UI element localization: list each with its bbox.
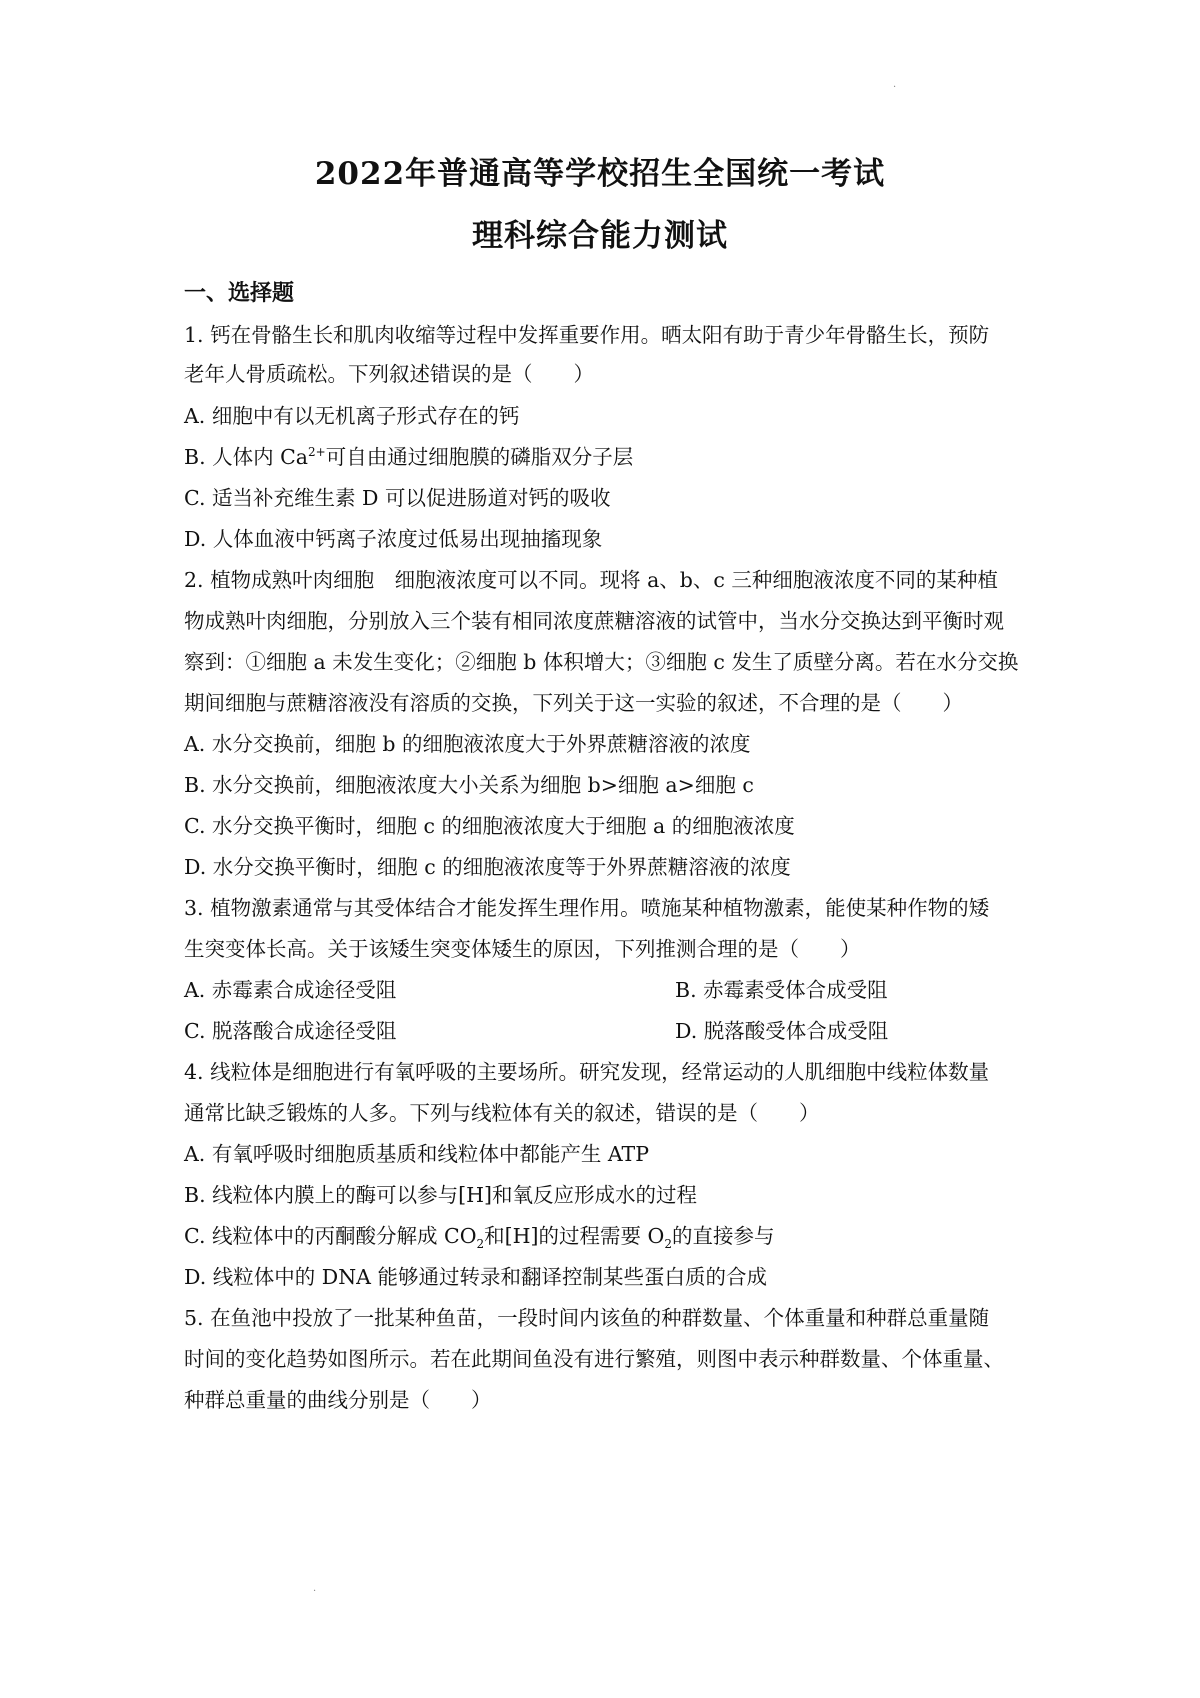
q4-option-c-post: 的直接参与	[671, 1224, 775, 1248]
scan-mark: ·	[313, 1586, 317, 1597]
q4-option-c-mid: 和[H]的过程需要 O	[484, 1224, 665, 1248]
q2-stem-line1: 2. 植物成熟叶肉细胞 细胞液浓度可以不同。现将 a、b、c 三种细胞液浓度不同的某种植	[184, 568, 998, 592]
q1-stem-line2: 老年人骨质疏松。下列叙述错误的是（ ）	[184, 362, 594, 386]
q1-option-a: A. 细胞中有以无机离子形式存在的钙	[184, 404, 520, 428]
q3-option-b: B. 赤霉素受体合成受阻	[675, 978, 888, 1002]
q5-stem-line1: 5. 在鱼池中投放了一批某种鱼苗，一段时间内该鱼的种群数量、个体重量和种群总重量随	[184, 1306, 990, 1330]
q1-stem-line1: 1. 钙在骨骼生长和肌肉收缩等过程中发挥重要作用。晒太阳有助于青少年骨骼生长，预防	[184, 323, 990, 347]
q4-option-a: A. 有氧呼吸时细胞质基质和线粒体中都能产生 ATP	[184, 1142, 650, 1166]
q5-stem-line2: 时间的变化趋势如图所示。若在此期间鱼没有进行繁殖，则图中表示种群数量、个体重量、	[184, 1347, 1004, 1371]
q4-option-c	[184, 1222, 774, 1250]
q3-stem-line2: 生突变体长高。关于该矮生突变体矮生的原因，下列推测合理的是（ ）	[184, 937, 861, 961]
q4-option-b: B. 线粒体内膜上的酶可以参与[H]和氧反应形成水的过程	[184, 1183, 697, 1207]
q4-stem-line1: 4. 线粒体是细胞进行有氧呼吸的主要场所。研究发现，经常运动的人肌细胞中线粒体数量	[184, 1060, 990, 1084]
q1-option-d: D. 人体血液中钙离子浓度过低易出现抽搐现象	[184, 527, 603, 551]
q2-option-c: C. 水分交换平衡时，细胞 c 的细胞液浓度大于细胞 a 的细胞液浓度	[184, 814, 795, 838]
exam-title: 2022年普通高等学校招生全国统一考试	[314, 156, 886, 192]
q3-option-a: A. 赤霉素合成途径受阻	[184, 978, 397, 1002]
q2-stem-line2: 物成熟叶肉细胞，分别放入三个装有相同浓度蔗糖溶液的试管中，当水分交换达到平衡时观	[184, 609, 1004, 633]
q2-option-b: B. 水分交换前，细胞液浓度大小关系为细胞 b>细胞 a>细胞 c	[184, 773, 754, 797]
exam-subtitle: 理科综合能力测试	[472, 218, 728, 254]
q4-option-c-sub1: 2	[476, 1237, 485, 1252]
q2-stem-line4: 期间细胞与蔗糖溶液没有溶质的交换，下列关于这一实验的叙述，不合理的是（ ）	[184, 691, 963, 715]
q3-option-c: C. 脱落酸合成途径受阻	[184, 1019, 397, 1043]
q2-option-a: A. 水分交换前，细胞 b 的细胞液浓度大于外界蔗糖溶液的浓度	[184, 732, 751, 756]
q4-stem-line2: 通常比缺乏锻炼的人多。下列与线粒体有关的叙述，错误的是（ ）	[184, 1101, 820, 1125]
q3-stem-line1: 3. 植物激素通常与其受体结合才能发挥生理作用。喷施某种植物激素，能使某种作物的矮	[184, 896, 990, 920]
q3-option-d: D. 脱落酸受体合成受阻	[675, 1019, 889, 1043]
scan-mark: ·	[893, 82, 897, 93]
section-heading: 一、选择题	[184, 280, 295, 306]
q2-option-d: D. 水分交换平衡时，细胞 c 的细胞液浓度等于外界蔗糖溶液的浓度	[184, 855, 791, 879]
q1-option-b-sup: 2+	[308, 445, 326, 460]
q1-option-b-pre: B. 人体内 Ca	[184, 445, 309, 469]
q1-option-c: C. 适当补充维生素 D 可以促进肠道对钙的吸收	[184, 486, 611, 510]
q4-option-c-pre: C. 线粒体中的丙酮酸分解成 CO	[184, 1224, 477, 1248]
q5-stem-line3: 种群总重量的曲线分别是（ ）	[184, 1388, 492, 1412]
q4-option-d: D. 线粒体中的 DNA 能够通过转录和翻译控制某些蛋白质的合成	[184, 1265, 767, 1289]
q4-option-c-sub2: 2	[664, 1237, 672, 1252]
q1-option-b-post: 可自由通过细胞膜的磷脂双分子层	[325, 445, 634, 469]
q2-stem-line3: 察到：①细胞 a 未发生变化；②细胞 b 体积增大；③细胞 c 发生了质壁分离。若在水分交换	[184, 650, 1019, 674]
q1-option-b	[184, 443, 633, 471]
